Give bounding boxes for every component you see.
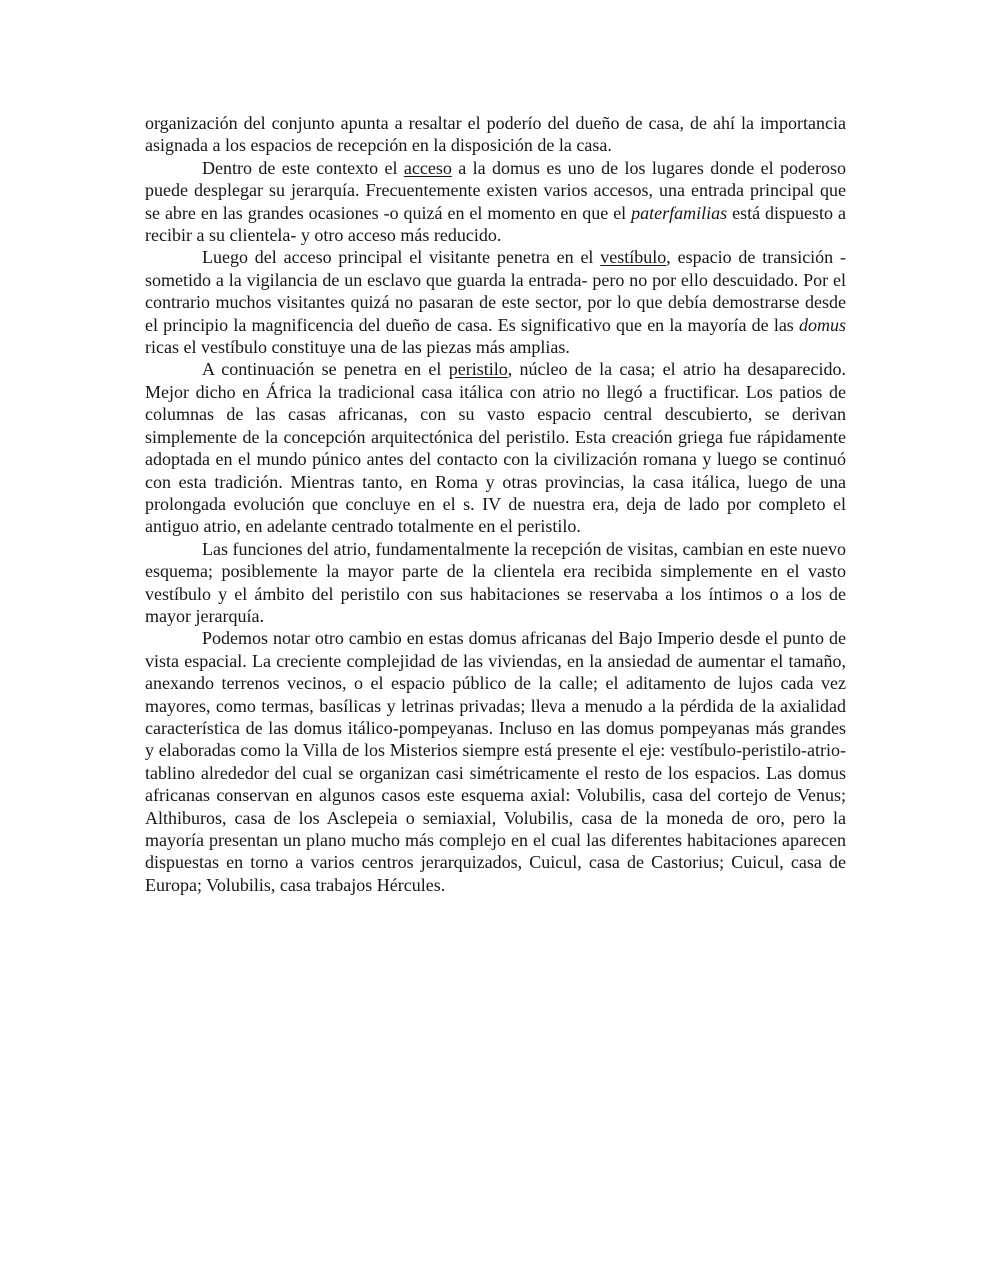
text-segment: a la domus es uno de los lugares donde el poderoso puede desplegar su jerarquía. Frecuentemente existen varios accesos, una entrada principal que se abre en las grandes ocasiones -o quizá en el momento en que el [145,157,846,223]
italic-term: domus [798,314,846,335]
paragraph [145,538,846,628]
paragraph [145,246,846,358]
text-segment: Las funciones del atrio, fundamentalmente la recepción de visitas, cambian en este nuevo esquema; posiblemente la mayor parte de la clientela era recibida simplemente en el vasto vestíbulo y el ámbito del peristilo con sus habitaciones se reservaba a los íntimos o a los de mayor jerarquía. [145,538,846,626]
paragraph [145,112,846,157]
text-segment: A continuación se penetra en el [202,359,449,380]
text-segment: está dispuesto a recibir a su clientela- y otro acceso más reducido. [145,202,846,246]
text-segment: Dentro de este contexto el [202,157,404,178]
paragraph [145,627,846,896]
text-segment: Luego del acceso principal el visitante penetra en el [202,247,601,268]
text-segment: , espacio de transición -sometido a la vigilancia de un esclavo que guarda la entrada- pero no por ello descuidado. Por el contrario muchos visitantes quizá no pasaran de este sector, por lo que debía demostrarse desde el principio la magnificencia del dueño de casa. Es significativo que en la mayoría de las [145,247,847,335]
text-segment: organización del conjunto apunta a resaltar el poderío del dueño de casa, de ahí la importancia asignada a los espacios de recepción en la disposición de la casa. [145,113,846,156]
underlined-term: acceso [403,157,452,178]
paragraph [145,157,846,247]
italic-term: paterfamilias [631,202,728,223]
underlined-term: vestíbulo [600,247,667,268]
document-body [145,112,846,896]
text-segment: Podemos notar otro cambio en estas domus africanas del Bajo Imperio desde el punto de vista espacial. La creciente complejidad de las viviendas, en la ansiedad de aumentar el tamaño, anexando terrenos vecinos, o el espacio público de la calle; el aditamento de lujos cada vez mayores, como termas, basílicas y letrinas privadas; lleva a menudo a la pérdida de la axialidad característica de las domus itálico-pompeyanas. Incluso en las domus pompeyanas más grandes y elaboradas como la Villa de los Misterios siempre está presente el eje: vestíbulo-peristilo-atrio-tablino alrededor del cual se organizan casi simétricamente el resto de los espacios. Las domus africanas conservan en algunos casos este esquema axial: Volubilis, casa del cortejo de Venus; Althiburos, casa de los Asclepeia o semiaxial, Volubilis, casa de la moneda de oro, pero la mayoría presentan un plano mucho más complejo en el cual las diferentes habitaciones aparecen dispuestas en torno a varios centros jerarquizados, Cuicul, casa de Castorius; Cuicul, casa de Europa; Volubilis, casa trabajos Hércules. [145,628,846,895]
paragraph [145,358,846,537]
underlined-term: peristilo [448,359,508,380]
text-segment: ricas el vestíbulo constituye una de las piezas más amplias. [145,337,570,358]
text-segment: , núcleo de la casa; el atrio ha desaparecido. Mejor dicho en África la tradicional casa itálica con atrio no llegó a fructificar. Los patios de columnas de las casas africanas, con su vasto espacio central descubierto, se derivan simplemente de la concepción arquitectónica del peristilo. Esta creación griega fue rápidamente adoptada en el mundo púnico antes del contacto con la civilización romana y luego se continuó con esta tradición. Mientras tanto, en Roma y otras provincias, la casa itálica, luego de una prolongada evolución que concluye en el s. IV de nuestra era, deja de lado por completo el antiguo atrio, en adelante centrado totalmente en el peristilo. [145,359,846,537]
